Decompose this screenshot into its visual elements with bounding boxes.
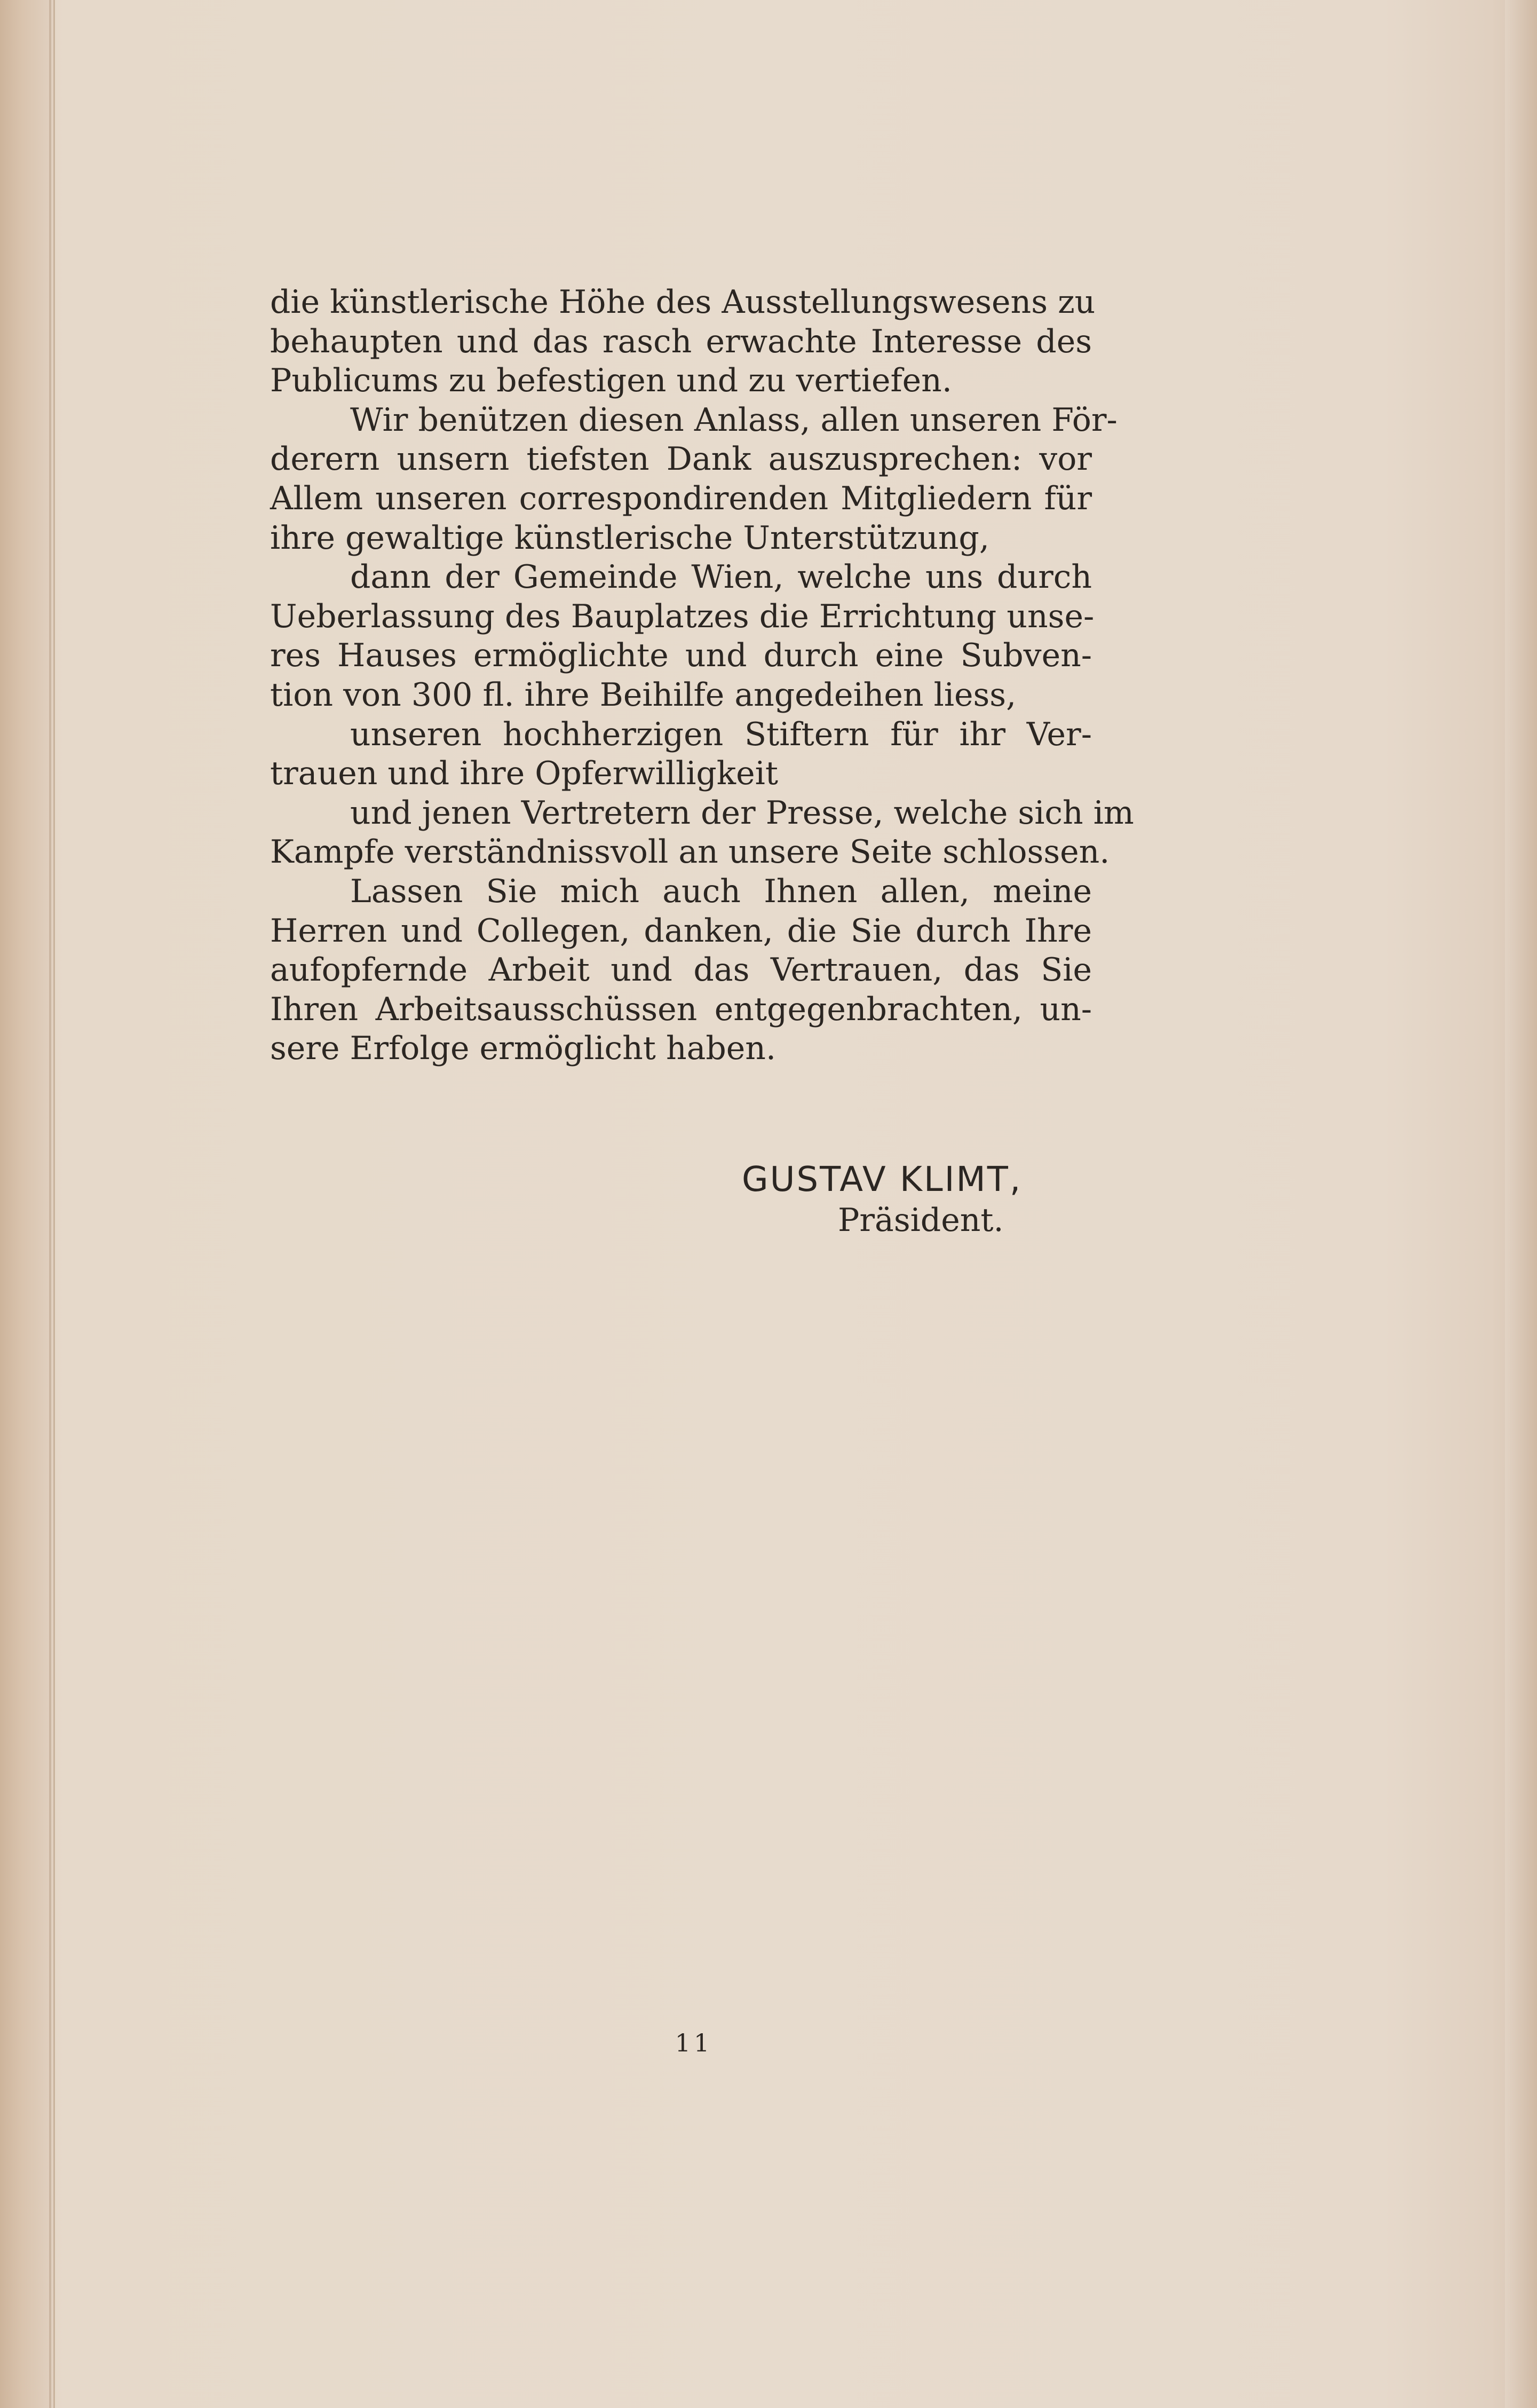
text-line: derern unsern tiefsten Dank auszusprechen: vor — [270, 440, 1092, 478]
text-line: trauen und ihre Opferwilligkeit — [270, 755, 778, 793]
text-line: Wir benützen diesen Anlass, allen unseren För- — [350, 401, 1118, 439]
text-line: Herren und Collegen, danken, die Sie durch Ihre — [270, 912, 1092, 950]
text-line: res Hauses ermöglichte und durch eine Subven- — [270, 637, 1092, 675]
signatory-name: GUSTAV KLIMT, — [742, 1160, 1023, 1199]
text-line: die künstlerische Höhe des Ausstellungswesens zu — [270, 283, 1096, 321]
text-line: Lassen Sie mich auch Ihnen allen, meine — [350, 872, 1092, 910]
binding-crease — [49, 0, 51, 2408]
page-binding-edge — [0, 0, 55, 2408]
text-line: Allem unseren correspondirenden Mitgliedern für — [270, 479, 1092, 517]
text-line: Ueberlassung des Bauplatzes die Errichtung unse- — [270, 597, 1095, 635]
text-line: tion von 300 fl. ihre Beihilfe angedeihen liess, — [270, 676, 1017, 714]
text-line: Publicums zu befestigen und zu vertiefen. — [270, 362, 952, 400]
page-right-edge — [1505, 0, 1537, 2408]
text-line: unseren hochherzigen Stiftern für ihr Ver- — [350, 715, 1092, 753]
signatory-title: Präsident. — [838, 1202, 1004, 1239]
text-line: behaupten und das rasch erwachte Interesse des — [270, 322, 1092, 360]
text-line: aufopfernde Arbeit und das Vertrauen, das Sie — [270, 951, 1092, 989]
text-line: ihre gewaltige künstlerische Unterstützung, — [270, 519, 989, 557]
text-line: Kampfe verständnissvoll an unsere Seite schlossen. — [270, 833, 1110, 871]
text-line: und jenen Vertretern der Presse, welche sich im — [350, 794, 1134, 832]
page-number: 11 — [675, 2028, 713, 2057]
text-line: sere Erfolge ermöglicht haben. — [270, 1030, 777, 1068]
body-text — [270, 283, 1134, 1069]
text-line: Ihren Arbeitsausschüssen entgegenbrachten, un- — [270, 990, 1092, 1028]
signature-block — [742, 1158, 1105, 1239]
text-line: dann der Gemeinde Wien, welche uns durch — [350, 558, 1092, 596]
